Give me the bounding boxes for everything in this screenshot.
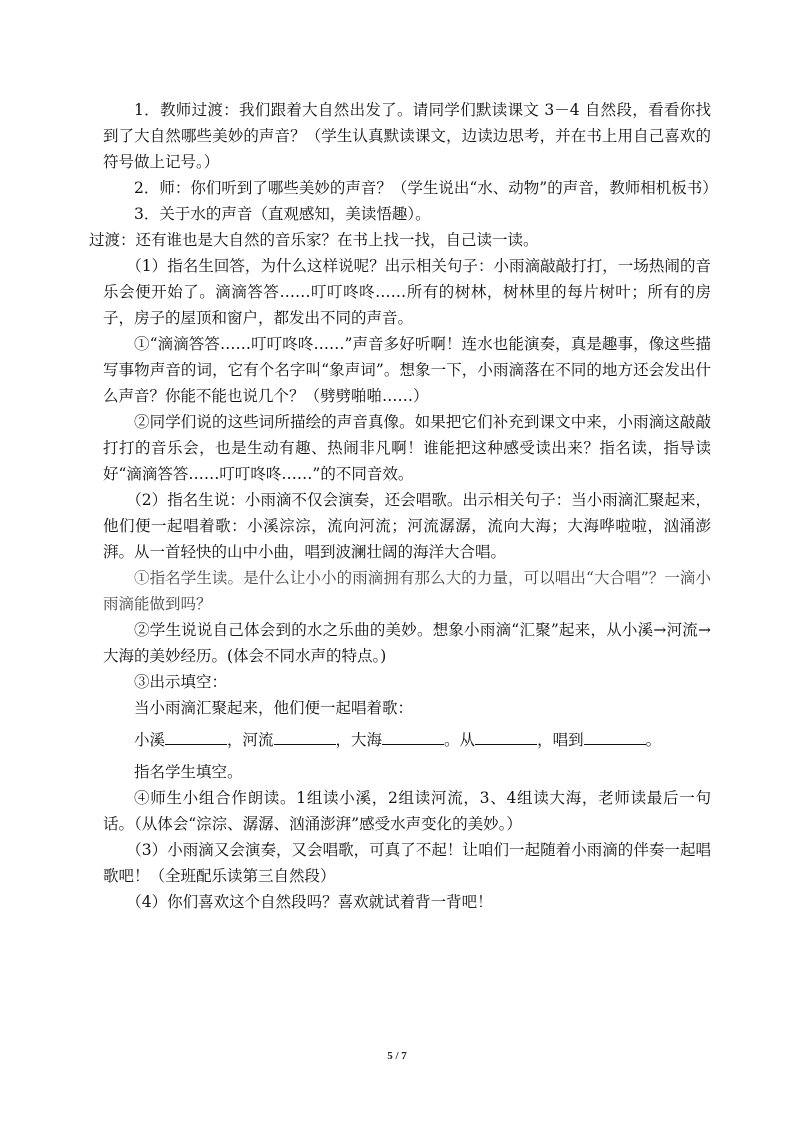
paragraph-water-music: ②学生说说自己体会到的水之乐曲的美妙。想象小雨滴“汇聚”起来，从小溪→河流→大海的美妙经历。(体会不同水声的特点。) [103,621,711,665]
paragraph-group-reading: ④师生小组合作朗读。1组读小溪，2组读河流，3、4组读大海，老师读最后一句话。（从体会“淙淙、潺潺、汹涌澎湃”感受水声变化的美妙。） [103,789,711,833]
paragraph-teacher-transition: 1．教师过渡：我们跟着大自然出发了。请同学们默读课文 3－4 自然段，看看你找到了大自然哪些美妙的声音？（学生认真默读课文，边读边思考，并在书上用自己喜欢的符号做上记号。） [103,101,711,171]
fill-in-blank-line [103,727,711,753]
blank-5[interactable] [584,730,646,745]
blank-1[interactable] [165,730,227,745]
paragraph-onomatopoeia: ①“滴滴答答……叮叮咚咚……”声音多好听啊！连水也能演奏，真是趣事，像这些描写事物声音的词，它有个名字叫“象声词”。想象一下，小雨滴落在不同的地方还会发出什么声音？你能不能也说几个？（劈劈啪啪……） [103,335,711,405]
fill-word-sing-to: ，唱到 [537,731,584,749]
paragraph-fill-prompt: ③出示填空： [134,673,228,691]
paragraph-concert: ②同学们说的这些词所描绘的声音真像。如果把它们补充到课文中来，小雨滴这敲敲打打的音乐会，也是生动有趣、热闹非凡啊！谁能把这种感受读出来？指名读，指导读好“滴滴答答……叮叮咚咚……”的不同音效。 [103,413,711,483]
paragraph-item-3: （3）小雨滴又会演奏，又会唱歌，可真了不起！让咱们一起随着小雨滴的伴奏一起唱歌吧！（全班配乐读第三自然段） [103,841,711,885]
fill-word-from: 。从 [444,731,476,749]
document-body [89,97,718,915]
fill-word-river: ，河流 [227,731,274,749]
fill-word-end: 。 [645,731,662,749]
blank-2[interactable] [274,730,336,745]
paragraph-item-4: （4）你们喜欢这个自然段吗？喜欢就试着背一背吧！ [126,893,493,911]
paragraph-fill-intro: 当小雨滴汇聚起来，他们便一起唱着歌： [134,699,414,717]
paragraph-read-aloud: ①指名学生读。是什么让小小的雨滴拥有那么大的力量，可以唱出“大合唱”？一滴小雨滴能做到吗？ [103,569,711,613]
paragraph-item-2: （2）指名生说：小雨滴不仅会演奏，还会唱歌。出示相关句子：当小雨滴汇聚起来，他们便一起唱着歌：小溪淙淙，流向河流；河流潺潺，流向大海；大海哗啦啦，汹涌澎湃。从一首轻快的山中小曲，唱到波澜壮阔的海洋大合唱。 [103,491,711,561]
page-number: 5 / 7 [387,1050,407,1062]
paragraph-water-sound-heading: 3．关于水的声音（直观感知，美读悟趣）。 [134,205,431,223]
paragraph-fill-instruction: 指名学生填空。 [134,763,243,781]
fill-word-stream: 小溪 [134,731,166,749]
paragraph-transition: 过渡：还有谁也是大自然的音乐家？在书上找一找，自己读一读。 [89,231,539,249]
blank-4[interactable] [475,730,537,745]
paragraph-item-1: （1）指名生回答，为什么这样说呢？出示相关句子：小雨滴敲敲打打，一场热闹的音乐会便开始了。滴滴答答……叮叮咚咚……所有的树林，树林里的每片树叶；所有的房子，房子的屋顶和窗户，都发出不同的声音。 [103,257,711,327]
blank-3[interactable] [382,730,444,745]
paragraph-teacher-question: 2．师：你们听到了哪些美妙的声音？（学生说出“水、动物”的声音，教师相机板书） [134,179,718,197]
fill-word-sea: ，大海 [335,731,383,749]
